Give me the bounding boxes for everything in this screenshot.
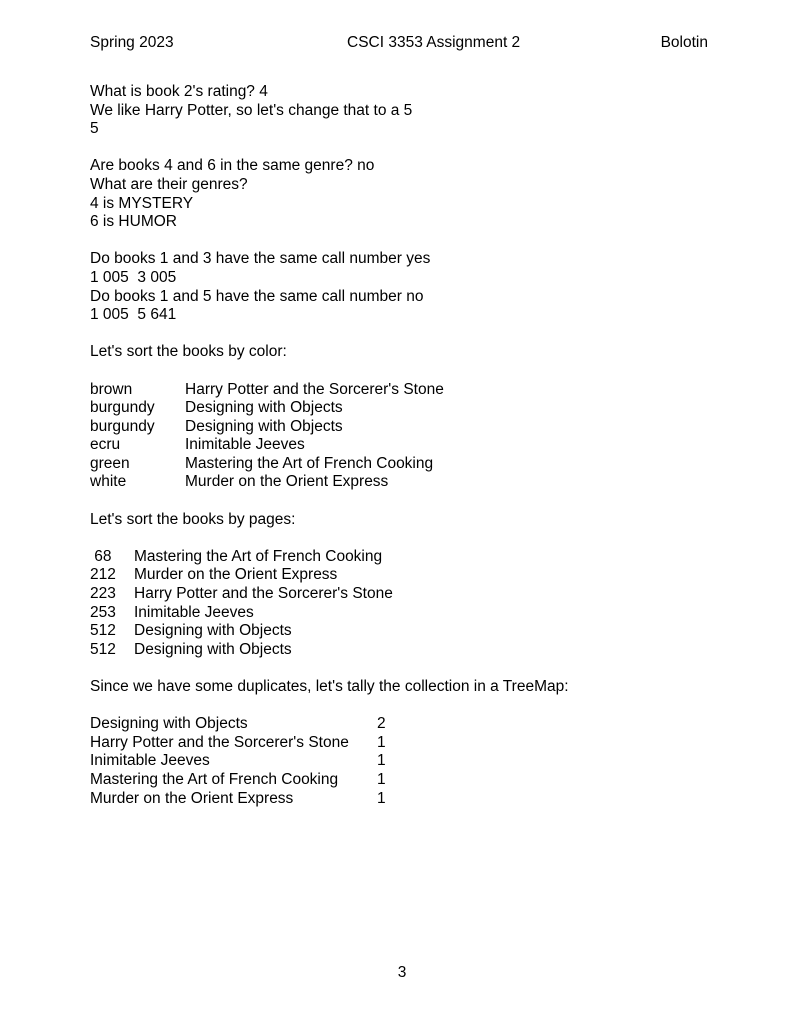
book-color: burgundy bbox=[90, 417, 155, 435]
book-title: Mastering the Art of French Cooking bbox=[134, 547, 383, 565]
table-row bbox=[90, 455, 740, 474]
text-line: What is book 2's rating? 4 bbox=[90, 83, 268, 100]
table-row bbox=[90, 771, 740, 790]
header-semester: Spring 2023 bbox=[90, 34, 174, 51]
book-color: green bbox=[90, 454, 130, 472]
spacer bbox=[90, 529, 740, 548]
book-pages: 212 bbox=[90, 566, 116, 584]
text-line: Do books 1 and 3 have the same call number yes bbox=[90, 250, 431, 268]
pages-sort-section bbox=[90, 511, 740, 660]
book-pages: 223 bbox=[90, 585, 116, 603]
section-heading: Let's sort the books by pages: bbox=[90, 510, 296, 528]
text-line: 5 bbox=[90, 120, 99, 138]
document-body bbox=[90, 83, 740, 808]
book-title: Mastering the Art of French Cooking bbox=[90, 770, 339, 788]
text-line: We like Harry Potter, so let's change that to a 5 bbox=[90, 101, 413, 119]
section-heading: Since we have some duplicates, let's tally the collection in a TreeMap: bbox=[90, 678, 569, 695]
table-row bbox=[90, 641, 740, 660]
table-row bbox=[90, 604, 740, 623]
book-color: brown bbox=[90, 380, 133, 398]
table-row bbox=[90, 381, 740, 400]
book-title: Designing with Objects bbox=[90, 715, 248, 733]
page-number: 3 bbox=[397, 964, 407, 981]
tally-section bbox=[90, 678, 740, 808]
table-row bbox=[90, 734, 740, 753]
book-count: 1 bbox=[377, 752, 386, 770]
text-line: 6 is HUMOR bbox=[90, 213, 177, 231]
book-title: Designing with Objects bbox=[185, 399, 343, 417]
table-row bbox=[90, 436, 740, 455]
table-row bbox=[90, 566, 740, 585]
table-row bbox=[90, 790, 740, 809]
book-title: Inimitable Jeeves bbox=[134, 603, 254, 621]
spacer bbox=[90, 659, 740, 678]
spacer bbox=[90, 232, 740, 251]
book-title: Mastering the Art of French Cooking bbox=[185, 454, 434, 472]
header-course-assignment: CSCI 3353 Assignment 2 bbox=[347, 34, 521, 51]
book-title: Murder on the Orient Express bbox=[185, 473, 389, 491]
text-line: Do books 1 and 5 have the same call number no bbox=[90, 287, 424, 305]
table-row bbox=[90, 548, 740, 567]
table-row bbox=[90, 622, 740, 641]
table-row bbox=[90, 585, 740, 604]
table-row bbox=[90, 399, 740, 418]
spacer bbox=[90, 362, 740, 381]
book-color: burgundy bbox=[90, 399, 155, 417]
book-pages: 68 bbox=[90, 547, 112, 565]
genre-section bbox=[90, 157, 740, 231]
book-pages: 512 bbox=[90, 622, 116, 640]
spacer bbox=[90, 492, 740, 511]
color-sort-section bbox=[90, 343, 740, 492]
book-title: Murder on the Orient Express bbox=[134, 566, 338, 584]
text-line: 4 is MYSTERY bbox=[90, 194, 194, 212]
book-color: ecru bbox=[90, 436, 121, 454]
book-count: 2 bbox=[377, 715, 386, 733]
book-count: 1 bbox=[377, 789, 386, 807]
table-row bbox=[90, 715, 740, 734]
table-row bbox=[90, 418, 740, 437]
book-count: 1 bbox=[377, 733, 386, 751]
book-pages: 512 bbox=[90, 640, 116, 658]
book-title: Designing with Objects bbox=[134, 640, 292, 658]
text-line: What are their genres? bbox=[90, 175, 248, 193]
book-title: Harry Potter and the Sorcerer's Stone bbox=[185, 380, 444, 398]
book-color: white bbox=[90, 473, 127, 491]
book-title: Designing with Objects bbox=[185, 417, 343, 435]
book-title: Inimitable Jeeves bbox=[90, 752, 210, 770]
book-title: Designing with Objects bbox=[134, 622, 292, 640]
table-row bbox=[90, 752, 740, 771]
text-line: 1 005 3 005 bbox=[90, 268, 177, 286]
header-author: Bolotin bbox=[660, 34, 708, 51]
spacer bbox=[90, 139, 740, 158]
call-number-section bbox=[90, 250, 740, 324]
spacer bbox=[90, 697, 740, 716]
rating-section bbox=[90, 83, 740, 139]
book-title: Inimitable Jeeves bbox=[185, 436, 305, 454]
book-count: 1 bbox=[377, 770, 386, 788]
text-line: 1 005 5 641 bbox=[90, 306, 177, 324]
section-heading: Let's sort the books by color: bbox=[90, 343, 287, 361]
book-title: Harry Potter and the Sorcerer's Stone bbox=[90, 733, 349, 751]
text-line: Are books 4 and 6 in the same genre? no bbox=[90, 157, 375, 175]
spacer bbox=[90, 325, 740, 344]
book-title: Murder on the Orient Express bbox=[90, 789, 294, 807]
book-title: Harry Potter and the Sorcerer's Stone bbox=[134, 585, 393, 603]
table-row bbox=[90, 473, 740, 492]
book-pages: 253 bbox=[90, 603, 116, 621]
